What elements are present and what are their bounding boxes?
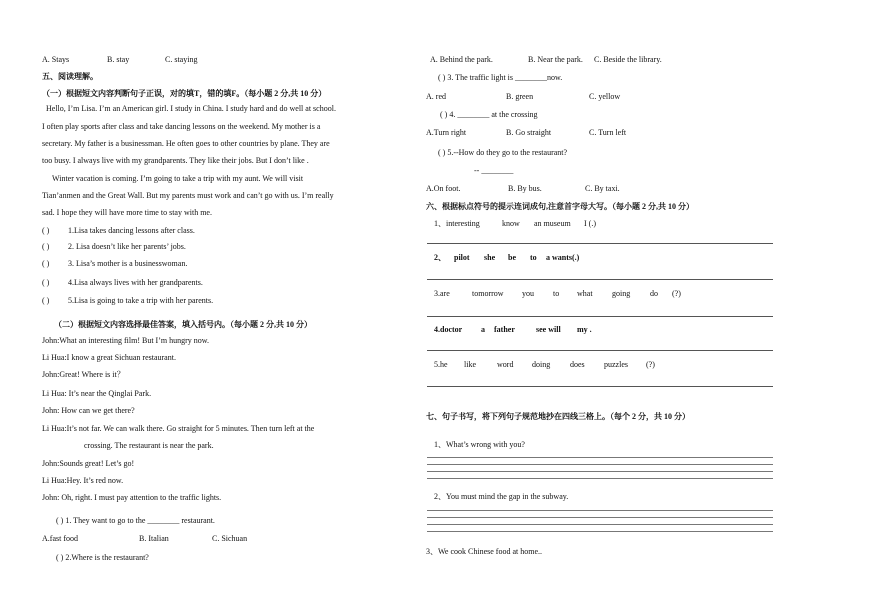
word-chip: my .	[577, 325, 592, 334]
tf-statement: 4.Lisa always lives with her grandparents.	[68, 278, 203, 287]
q2-option-b: B. Near the park.	[528, 55, 583, 64]
q2-option-c: C. Beside the library.	[594, 55, 662, 64]
answer-line[interactable]	[427, 279, 773, 280]
word-chip: doing	[532, 360, 551, 369]
word-chip: an museum	[534, 219, 571, 228]
tf-paren[interactable]: ( )	[42, 259, 50, 268]
four-line-grid[interactable]	[427, 464, 773, 465]
copy-sentence-1: 1、What’s wrong with you?	[434, 440, 525, 449]
part1-title: （一）根据短文内容判断句子正误，对的填T，错的填F。（每小题 2 分,共 10 分）	[42, 89, 327, 98]
word-chip: to	[530, 253, 537, 262]
question-5: ( ) 5.--How do they go to the restaurant?	[438, 148, 568, 157]
passage1-line: Hello, I’m Lisa. I’m an American girl. I study in China. I study hard and do well at school.	[46, 104, 336, 113]
word-chip: going	[612, 289, 631, 298]
word-chip: word	[497, 360, 514, 369]
tf-paren[interactable]: ( )	[42, 278, 50, 287]
tf-paren[interactable]: ( )	[42, 242, 50, 251]
q2-option-a: A. Behind the park.	[430, 55, 493, 64]
tf-statement: 1.Lisa takes dancing lessons after class.	[68, 226, 195, 235]
q4-option-a: A.Turn right	[426, 128, 467, 137]
word-chip: she	[484, 253, 496, 262]
tf-statement: 2. Lisa doesn’t like her parents’ jobs.	[68, 242, 186, 251]
word-chip: 2、	[434, 253, 446, 262]
answer-line[interactable]	[427, 243, 773, 244]
dialogue-line: John:Sounds great! Let’s go!	[42, 459, 135, 468]
q5-option-b: B. By bus.	[508, 184, 542, 193]
word-chip: be	[508, 253, 516, 262]
four-line-grid[interactable]	[427, 478, 773, 479]
word-chip: I (.)	[584, 219, 596, 228]
answer-line[interactable]	[427, 316, 773, 317]
passage1-line: sad. I hope they will have more time to stay with me.	[42, 208, 212, 217]
copy-sentence-2: 2、You must mind the gap in the subway.	[434, 492, 569, 501]
tf-statement: 3. Lisa’s mother is a businesswoman.	[68, 259, 188, 268]
word-chip: father	[494, 325, 515, 334]
dialogue-line: John:What an interesting film! But I’m hungry now.	[42, 336, 210, 345]
word-chip: 5.he	[434, 360, 448, 369]
dialogue-line: crossing. The restaurant is near the park.	[84, 441, 214, 450]
section7-title: 七、句子书写，将下列句子规范地抄在四线三格上。（每个 2 分，共 10 分）	[426, 412, 690, 421]
word-chip: 3.are	[434, 289, 450, 298]
q3-option-b: B. green	[506, 92, 534, 101]
word-chip: know	[502, 219, 520, 228]
q1-option-b: B. Italian	[139, 534, 169, 543]
word-chip: does	[570, 360, 585, 369]
four-line-grid[interactable]	[427, 517, 773, 518]
word-chip: do	[650, 289, 658, 298]
question-3: ( ) 3. The traffic light is ________now.	[438, 73, 563, 82]
dialogue-line: Li Hua: It’s near the Qinglai Park.	[42, 389, 152, 398]
dialogue-line: John: Oh, right. I must pay attention to the traffic lights.	[42, 493, 222, 502]
answer-line[interactable]	[427, 350, 773, 351]
passage1-line: too busy. I always live with my grandparents. They like their jobs. But I don’t like .	[42, 156, 309, 165]
passage1-line: Tian’anmen and the Great Wall. But my parents must work and can’t go with us. I’m really	[42, 191, 334, 200]
prev-option-c: C. staying	[165, 55, 198, 64]
word-chip: to	[553, 289, 560, 298]
word-chip: pilot	[454, 253, 470, 262]
word-chip: you	[522, 289, 534, 298]
part2-title: （二）根据短文内容选择最佳答案，填入括号内。（每小题 2 分,共 10 分）	[54, 320, 312, 329]
four-line-grid[interactable]	[427, 471, 773, 472]
four-line-grid[interactable]	[427, 524, 773, 525]
q1-option-c: C. Sichuan	[212, 534, 248, 543]
word-chip: what	[577, 289, 593, 298]
word-chip: like	[464, 360, 476, 369]
word-chip: (?)	[646, 360, 655, 369]
q4-option-c: C. Turn left	[589, 128, 627, 137]
question-1: ( ) 1. They want to go to the ________ restaurant.	[56, 516, 215, 525]
word-chip: (?)	[672, 289, 681, 298]
word-chip: a wants(.)	[546, 253, 580, 262]
four-line-grid[interactable]	[427, 510, 773, 511]
dialogue-line: John:Great! Where is it？	[42, 370, 125, 379]
tf-paren[interactable]: ( )	[42, 226, 50, 235]
q1-option-a: A.fast food	[42, 534, 78, 543]
q5-option-a: A.On foot.	[426, 184, 461, 193]
word-chip: see will	[536, 325, 561, 334]
word-chip: 4.doctor	[434, 325, 463, 334]
dialogue-line: Li Hua:Hey. It’s red now.	[42, 476, 124, 485]
word-chip: tomorrow	[472, 289, 504, 298]
four-line-grid[interactable]	[427, 531, 773, 532]
q4-option-b: B. Go straight	[506, 128, 552, 137]
tf-statement: 5.Lisa is going to take a trip with her parents.	[68, 296, 214, 305]
q3-option-a: A. red	[426, 92, 446, 101]
section5-title: 五、阅读理解。	[42, 72, 98, 81]
q3-option-c: C. yellow	[589, 92, 621, 101]
copy-sentence-3: 3、We cook Chinese food at home..	[426, 547, 542, 556]
tf-paren[interactable]: ( )	[42, 296, 50, 305]
passage1-line: secretary. My father is a businessman. He often goes to other countries by plane. They are	[42, 139, 330, 148]
dialogue-line: Li Hua:It’s not far. We can walk there. Go straight for 5 minutes. Then turn left at the	[42, 424, 315, 433]
section6-title: 六、根据标点符号的提示连词成句,注意首字母大写。（每小题 2 分,共 10 分）	[426, 202, 694, 211]
prev-option-b: B. stay	[107, 55, 130, 64]
word-chip: 1、interesting	[434, 219, 480, 228]
question-4: ( ) 4. ________ at the crossing	[440, 110, 538, 119]
q5-answer-blank[interactable]: -- ________	[474, 166, 514, 175]
dialogue-line: Li Hua:I know a great Sichuan restaurant.	[42, 353, 176, 362]
q5-option-c: C. By taxi.	[585, 184, 620, 193]
answer-line[interactable]	[427, 386, 773, 387]
question-2: ( ) 2.Where is the restaurant?	[56, 553, 149, 562]
four-line-grid[interactable]	[427, 457, 773, 458]
dialogue-line: John: How can we get there?	[42, 406, 135, 415]
passage1-line: Winter vacation is coming. I’m going to take a trip with my aunt. We will visit	[52, 174, 304, 183]
prev-option-a: A. Stays	[42, 55, 70, 64]
word-chip: a	[481, 325, 485, 334]
passage1-line: I often play sports after class and take dancing lessons on the weekend. My mother is a	[42, 122, 321, 131]
word-chip: puzzles	[604, 360, 628, 369]
